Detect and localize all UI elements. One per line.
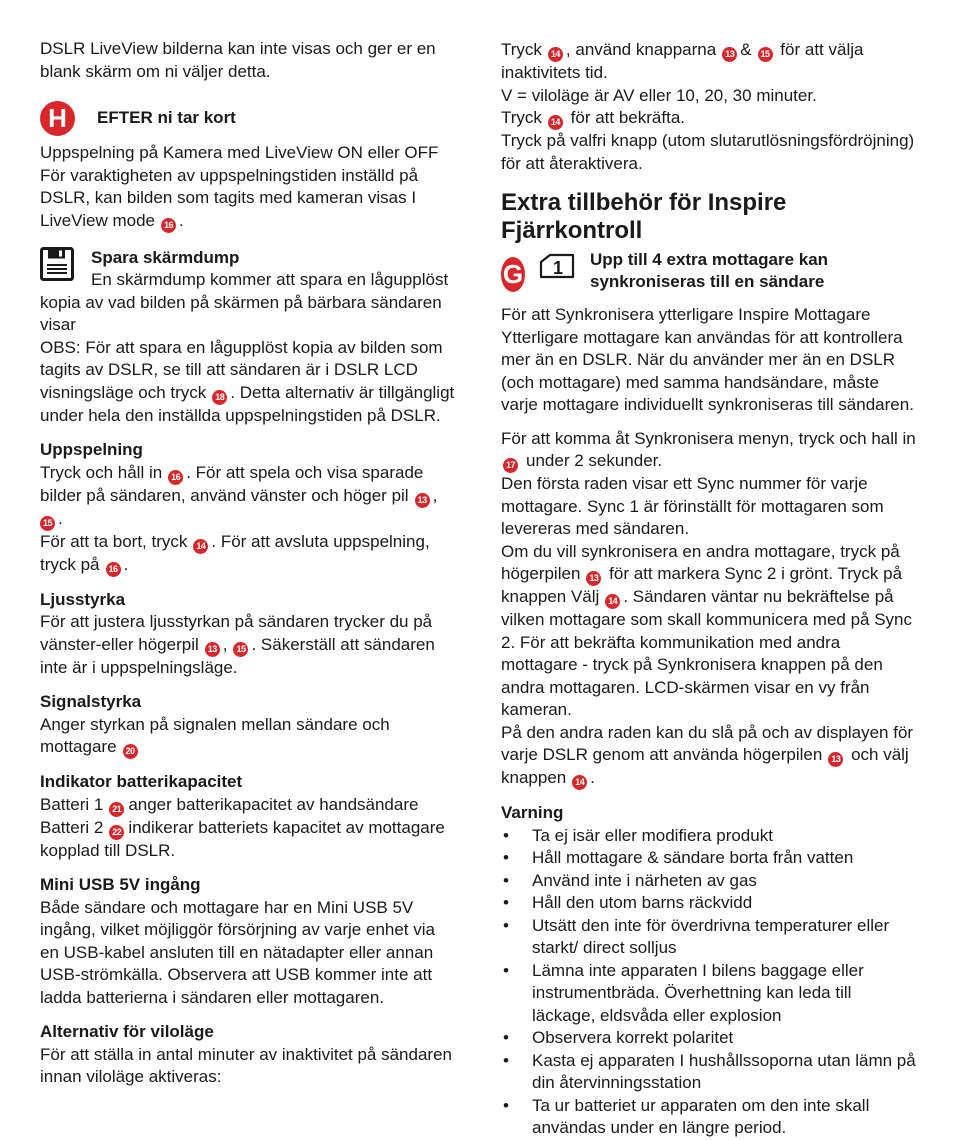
list-item: • Observera korrekt polaritet [501, 1027, 917, 1050]
sleep-title: Alternativ för viloläge [40, 1022, 214, 1041]
screenshot-text-1: kopia av vad bilden på skärmen på bärbara sändaren visar [40, 292, 442, 334]
sleep-text: För att ställa in antal minuter av inaktivitet på sändaren innan viloläge aktiveras: [40, 1044, 452, 1086]
button-number-icon: 16 [161, 218, 176, 233]
list-item: • Ta ej isär eller modifiera produkt [501, 825, 917, 848]
section-h-header [40, 101, 455, 136]
button-number-icon: 16 [106, 562, 121, 577]
sleep-continued-text: Tryck 14 , använd knapparna 13 & 15 för att välja inaktivitets tid. V = viloläge är AV eller 10, 20, 30 minuter. Tryck 14 för att bekräfta. Tryck på valfri knapp (utom slutarutlösningsfördröjning) för att återaktivera. [501, 40, 915, 173]
screenshot-title: Spara skärmdump [91, 247, 240, 267]
screenshot-text-1a: En skärmdump kommer att spara en lågupplöst [91, 270, 449, 289]
list-item: • Håll den utom barns räckvidd [501, 892, 917, 915]
button-number-icon: 14 [193, 539, 208, 554]
battery-title: Indikator batterikapacitet [40, 772, 243, 791]
battery-text: Batteri 1 21 anger batterikapacitet av handsändare Batteri 2 22 indikerar batteriets kapacitet av mottagare kopplad till DSLR. [40, 794, 445, 860]
button-number-icon: 14 [572, 775, 587, 790]
signal-title: Signalstyrka [40, 692, 142, 711]
accessories-heading: Extra tillbehör för Inspire Fjärrkontroll [501, 189, 787, 244]
section-g-header [501, 249, 917, 293]
section-h-badge: H [40, 101, 75, 136]
right-column [501, 39, 917, 1140]
list-item: • Kasta ej apparaten I hushållssoporna utan lämn på din återvinningsstation [501, 1050, 917, 1095]
signal-text: Anger styrkan på signalen mellan sändare och mottagare 20 [40, 714, 455, 760]
floppy-disk-icon [40, 247, 74, 281]
button-number-icon: 15 [40, 516, 55, 531]
button-number-icon: 22 [109, 825, 124, 840]
button-number-icon: 14 [548, 115, 563, 130]
brightness-title: Ljusstyrka [40, 589, 126, 609]
button-number-icon: 15 [758, 47, 773, 62]
list-item: • Ta ur batteriet ur apparaten om den inte skall användas under en längre period. [501, 1095, 917, 1140]
button-number-icon: 13 [586, 571, 601, 586]
warning-list [501, 825, 917, 1140]
accessories-text-1: För att Synkronisera ytterligare Inspire Mottagare Ytterligare mottagare kan användas för att kontrollera mer än en DSLR. När du använder mer än en DSLR (och mottagare) med samma handsändare, måste varje mottagare individuellt synkroniseras till sändaren. [501, 305, 914, 414]
button-number-icon: 13 [415, 493, 430, 508]
left-column [40, 38, 455, 1089]
usb-text: Både sändare och mottagare har en Mini USB 5V ingång, vilket möjliggör försörjning av varje enhet via en USB-kabel ansluten till en nätadapter eller annan USB-strömkälla. Observera att USB kommer inte att ladda batterierna i sändaren eller mottagaren. [40, 897, 435, 1007]
list-item: • Utsätt den inte för överdrivna temperaturer eller starkt/ direct solljus [501, 915, 917, 960]
usb-title: Mini USB 5V ingång [40, 875, 201, 894]
section-g-title: Upp till 4 extra mottagare kan synkroniseras till en sändare [589, 250, 829, 291]
intro-text: DSLR LiveView bilderna kan inte visas och ger er en blank skärm om ni väljer detta. [40, 39, 436, 81]
button-number-icon: 16 [168, 470, 183, 485]
button-number-icon: 13 [722, 47, 737, 62]
button-number-icon: 13 [828, 752, 843, 767]
button-number-icon: 14 [605, 594, 620, 609]
button-number-icon: 21 [109, 802, 124, 817]
section-h-text: Uppspelning på Kamera med LiveView ON eller OFF För varaktigheten av uppspelningstiden inställd på DSLR, kan bilden som tagits med kameran visas I LiveView mode 16 . [40, 142, 455, 233]
section-g-badge: G [501, 257, 525, 292]
receiver-number-icon [539, 253, 575, 279]
warning-title: Varning [501, 803, 564, 822]
section-h-title: EFTER ni tar kort [97, 108, 236, 128]
list-item: • Lämna inte apparaten I bilens baggage eller instrumentbräda. Överhettning kan leda till läckage, eldsvåda eller explosion [501, 960, 917, 1028]
svg-text:1: 1 [552, 258, 563, 278]
playback-title: Uppspelning [40, 440, 143, 459]
screenshot-text-2: OBS: För att spara en lågupplöst kopia av bilden som tagits av DSLR, se till att sändaren är i DSLR LCD visningsläge och tryck 18 . Detta alternativ är tillgängligt under hela den inställda uppspelningstiden på DSLR. [40, 337, 455, 425]
list-item: • Använd inte i närheten av gas [501, 870, 917, 893]
button-number-icon: 13 [205, 642, 220, 657]
button-number-icon: 18 [212, 390, 227, 405]
playback-text: Tryck och håll in 16 . För att spela och visa sparade bilder på sändaren, använd vänster och höger pil 13 , 15 . För att ta bort, tryck 14 . För att avsluta uppspelning, tryck på 16 . [40, 462, 455, 577]
screenshot-section [40, 247, 455, 292]
button-number-icon: 14 [548, 47, 563, 62]
accessories-text-2: För att komma åt Synkronisera menyn, tryck och hall in 17 under 2 sekunder. Den första raden visar ett Sync nummer för varje mottagare. Sync 1 är förinställt för mottagaren som levereras med sändaren. Om du vill synkronisera en andra mottagare, tryck på högerpilen 13 för att markera Sync 2 i grönt. Tryck på knappen Välj 14 . Sändaren väntar nu bekräftelse på vilken mottagare som skall kommunicera med på Sync 2. För att bekräfta kommunikation med andra mottagare - tryck på Synkronisera knappen på den andra mottagaren. LCD-skärmen visar en vy från kameran. På den andra raden kan du slå på och av displayen för varje DSLR genom att använda högerpilen 13 och välj knappen 14 . [501, 428, 917, 791]
brightness-text: För att justera ljusstyrkan på sändaren trycker du på vänster-eller högerpil 13 , 15 . Säkerställ att sändaren inte är i uppspelningsläge. [40, 612, 435, 677]
list-item: • Håll mottagare & sändare borta från vatten [501, 847, 917, 870]
button-number-icon: 17 [503, 458, 518, 473]
button-number-icon: 20 [123, 744, 138, 759]
button-number-icon: 15 [233, 642, 248, 657]
